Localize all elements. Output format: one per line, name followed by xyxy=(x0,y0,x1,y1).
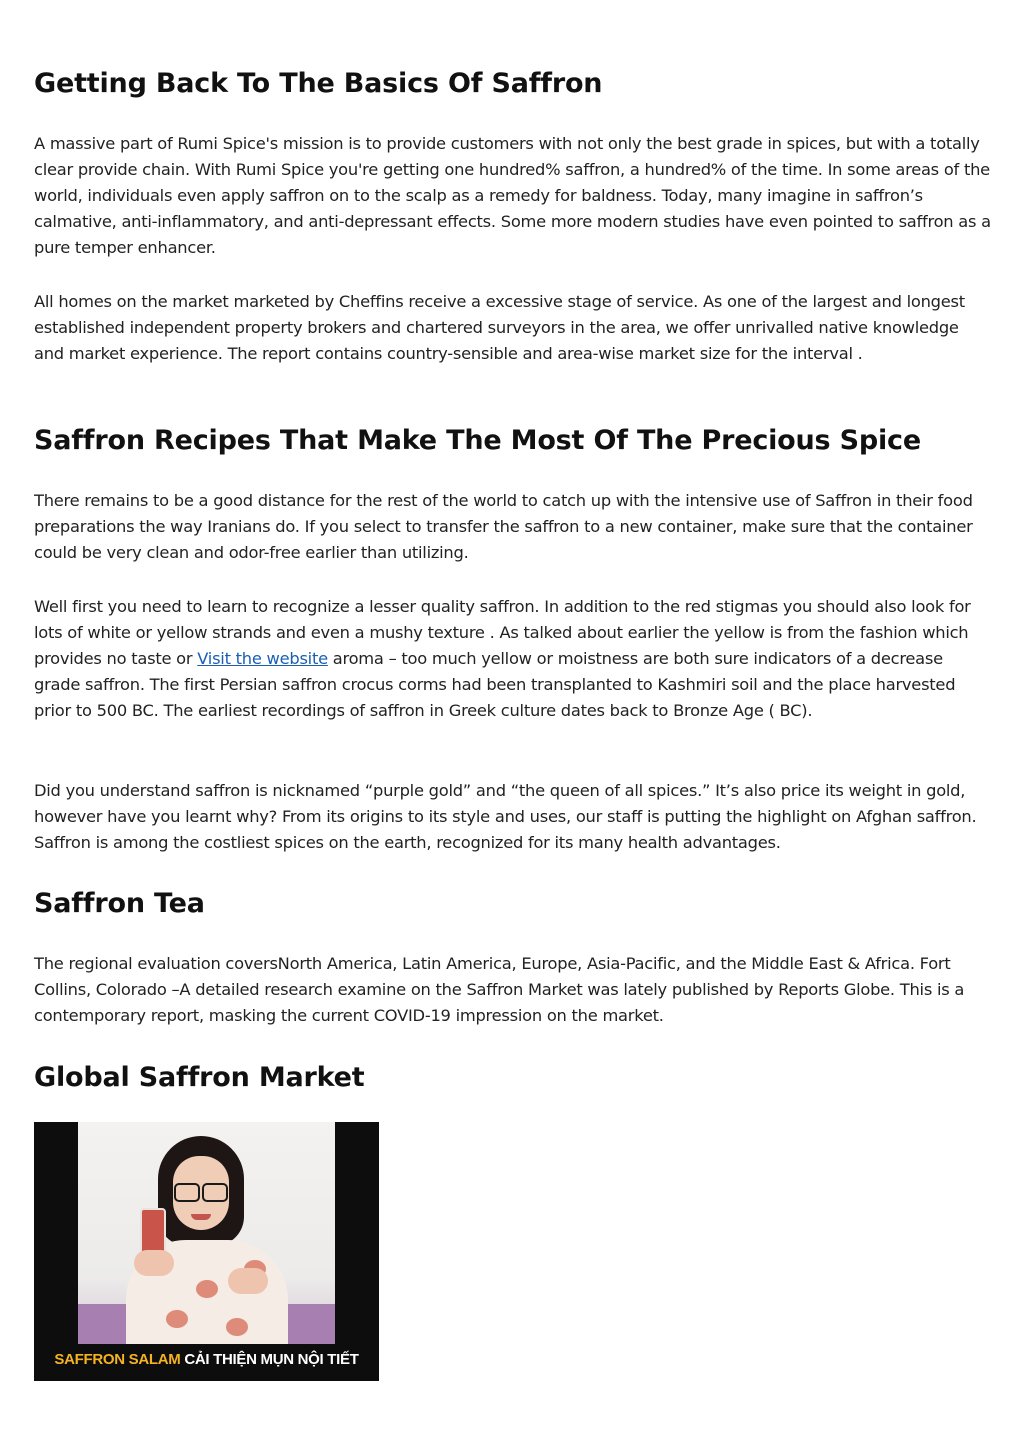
glasses-icon xyxy=(174,1183,228,1199)
hand-shape xyxy=(228,1268,268,1294)
hand-shape xyxy=(134,1250,174,1276)
video-caption xyxy=(34,1350,379,1370)
video-thumbnail[interactable] xyxy=(34,1122,379,1381)
paragraph-text: aroma – too much yellow or moistness are both sure indicators of a decrease grade saffron. The first Persian saffron crocus corms had been transplanted to Kashmiri soil and the place harvested prior to 500 BC. The earliest recordings of saffron in Greek culture dates back to Bronze Age ( BC). xyxy=(34,648,956,720)
paragraph xyxy=(34,594,992,724)
section-heading: Global Saffron Market xyxy=(34,1062,365,1093)
caption-highlight: SAFFRON SALAM xyxy=(54,1351,181,1368)
video-frame xyxy=(78,1122,335,1344)
section-heading: Getting Back To The Basics Of Saffron xyxy=(34,68,603,99)
paragraph-text: Well first you need to learn to recognize a lesser quality saffron. In addition to the red stigmas you should also look for lots of white or yellow strands and even a mushy texture . As talked about earlier the yellow is from the fashion which provides no taste or xyxy=(34,597,971,668)
paragraph: The regional evaluation coversNorth America, Latin America, Europe, Asia-Pacific, and the Middle East & Africa. Fort Collins, Colorado –A detailed research examine on the Saffron Market was lately published by Reports Globe. This is a contemporary report, masking the current COVID-19 impression on the market. xyxy=(34,954,965,1025)
caption-text: CẢI THIỆN MỤN NỘI TIẾT xyxy=(180,1351,359,1368)
paragraph: There remains to be a good distance for the rest of the world to catch up with the intensive use of Saffron in their food preparations the way Iranians do. If you select to transfer the saffron to a new container, make sure that the container could be very clean and odor-free earlier than utilizing. xyxy=(34,491,973,562)
paragraph: A massive part of Rumi Spice's mission is to provide customers with not only the best grade in spices, but with a totally clear provide chain. With Rumi Spice you're getting one hundred% saffron, a hundred% of the time. In some areas of the world, individuals even apply saffron on to the scalp as a remedy for baldness. Today, many imagine in saffron’s calmative, anti-inflammatory, and anti-depressant effects. Some more modern studies have even pointed to saffron as a pure temper enhancer. xyxy=(34,134,991,257)
section-heading: Saffron Recipes That Make The Most Of The Precious Spice xyxy=(34,425,921,456)
visit-website-link[interactable]: Visit the website xyxy=(197,648,328,668)
section-heading: Saffron Tea xyxy=(34,888,205,919)
mouth-shape xyxy=(191,1214,211,1220)
paragraph: All homes on the market marketed by Cheffins receive a excessive stage of service. As one of the largest and longest established independent property brokers and chartered surveyors in the area, we offer unrivalled native knowledge and market experience. The report contains country-sensible and area-wise market size for the interval . xyxy=(34,292,965,363)
paragraph: Did you understand saffron is nicknamed “purple gold” and “the queen of all spices.” It’s also price its weight in gold, however have you learnt why? From its origins to its style and uses, our staff is putting the highlight on Afghan saffron. Saffron is among the costliest spices on the earth, recognized for its many health advantages. xyxy=(34,781,977,852)
